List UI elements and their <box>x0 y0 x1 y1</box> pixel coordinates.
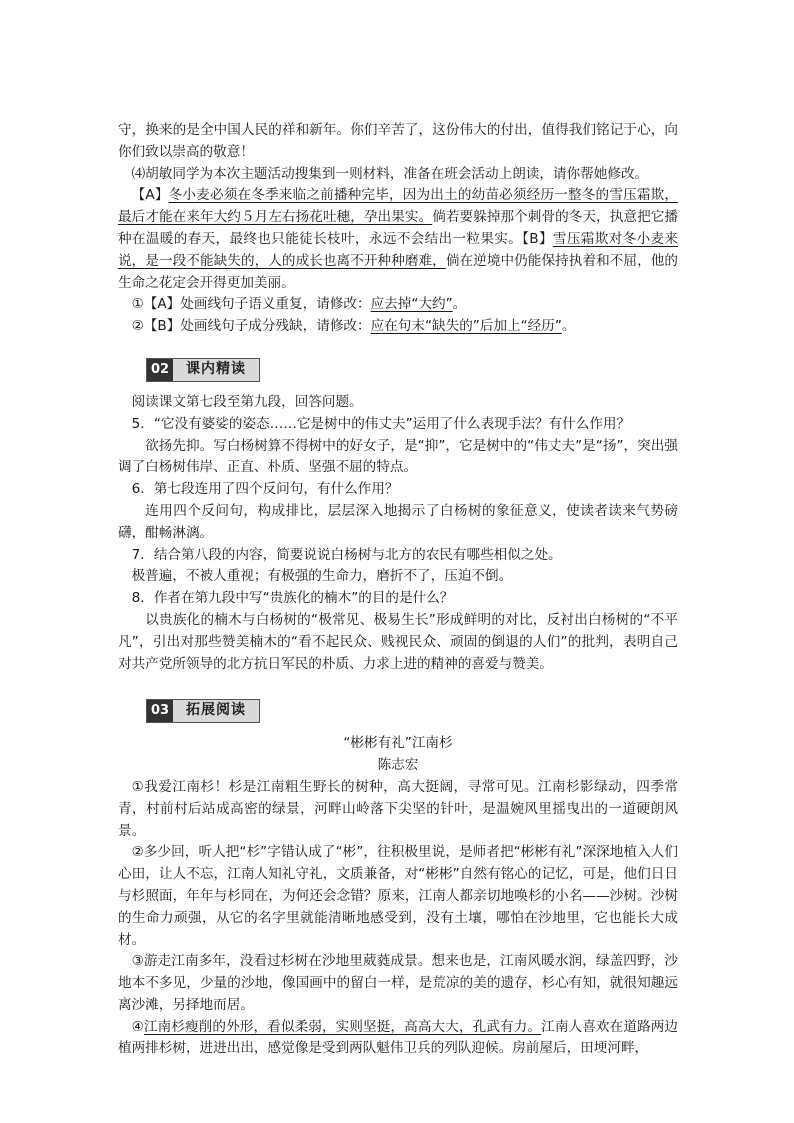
material-text <box>118 185 678 294</box>
article-paragraph-3: ③游走江南多年，没看过杉树在沙地里葳蕤成景。想来也是，江南风暖水润，绿盖四野，沙地本不多见，少量的沙地，像国画中的留白一样，是荒凉的美的遗存，杉心有知，就很知趣远离沙滩，另择地而居。 <box>118 953 678 1013</box>
fix-item-1 <box>118 294 678 316</box>
fix-question-2: ②【B】处画线句子成分残缺，请修改： <box>131 318 371 335</box>
fix-end-2: 。 <box>561 318 576 335</box>
answer-5: 欲扬先抑。写白杨树算不得树中的好女子，是“抑”，它是树中的“伟丈夫”是“扬”，突出强调了白杨树伟岸、正直、朴质、坚强不屈的特点。 <box>118 437 678 476</box>
article-author: 陈志宏 <box>377 757 419 774</box>
marker-b: 【B】 <box>522 230 553 247</box>
material-end: 倘在逆境中仍能保持执着和不屈，他的生命之花定会开得更加美丽。 <box>118 252 678 291</box>
paragraph-rest: 江南人喜欢在道路两边植两排杉树，进进出出，感觉像是受到两队魁伟卫兵的列队迎候。房前屋后，田埂河畔， <box>118 1018 679 1057</box>
material-middle: 倘若要躲掉那个刺骨的冬天，执意把它播种在温暖的春天，最终也只能徒长枝叶，永远不会结出一粒果实。 <box>118 209 679 247</box>
fix-end-1: 。 <box>452 296 467 313</box>
question-6: 6．第七段连用了四个反问句，有什么作用？ <box>131 481 399 498</box>
marker-a: 【A】 <box>131 187 169 204</box>
section-heading-02 <box>146 358 260 382</box>
article-title: “彬彬有礼”江南杉 <box>343 735 453 752</box>
underlined-sentence: 江南杉瘦削的外形，看似柔弱，实则坚挺，高高大大，孔武有力。 <box>143 1018 542 1035</box>
fix-answer-1: 应去掉“大约” <box>370 296 453 313</box>
paragraph-number: ④ <box>131 1018 144 1035</box>
answer-6: 连用四个反问句，构成排比，层层深入地揭示了白杨树的象征意义，使读者读来气势磅礴，酣畅淋漓。 <box>118 502 678 541</box>
question-7: 7．结合第八段的内容，简要说说白杨树与北方的农民有哪些相似之处。 <box>131 546 562 563</box>
section-number: 03 <box>147 700 173 722</box>
fix-answer-2: 应在句末“缺失的”后加上“经历” <box>370 318 562 335</box>
section-intro: 阅读课文第七段至第九段，回答问题。 <box>131 393 363 410</box>
question-8: 8．作者在第九段中写“贵族化的楠木”的目的是什么？ <box>131 590 454 607</box>
article-paragraph-4 <box>118 1017 678 1061</box>
fix-item-2 <box>118 316 678 338</box>
question-5: 5．“它没有婆娑的姿态……它是树中的伟丈夫”运用了什么表现手法？有什么作用？ <box>131 415 631 432</box>
section-title: 课内精读 <box>173 359 259 381</box>
underlined-sentence-a: 冬小麦必须在冬季来临之前播种完毕，因为出土的幼苗必须经历一整冬的雪压霜欺，最后才能在来年大约５月左右扬花吐穗，孕出果实。 <box>118 187 678 226</box>
underlined-sentence-b: 雪压霜欺对冬小麦来说，是一段不能缺失的，人的成长也离不开种种磨难， <box>118 230 679 269</box>
section-title: 拓展阅读 <box>173 700 259 722</box>
paragraph-continued: 守，换来的是全中国人民的祥和新年。你们辛苦了，这份伟大的付出，值得我们铭记于心，向你们致以崇高的敬意！ <box>118 122 678 160</box>
question-4: ⑷胡敏同学为本次主题活动搜集到一则材料，准备在班会活动上朗读，请你帮她修改。 <box>131 165 649 182</box>
section-number: 02 <box>147 359 173 381</box>
section-heading-03 <box>146 699 260 723</box>
article-paragraph-1: ①我爱江南杉！杉是江南粗生野长的树种，高大挺阔，寻常可见。江南杉影绿动，四季常青，村前村后站成高密的绿景，河畔山岭落下尖坚的针叶，是温婉风里摇曳出的一道硬朗风景。 <box>118 778 678 839</box>
article-paragraph-2: ②多少回，听人把“杉”字错认成了“彬”，往积极里说，是师者把“彬彬有礼”深深地植入人们心田，让人不忘，江南人知礼守礼，文质兼备，对“彬彬”自然有铭心的记忆，可是，他们日日与杉照面，年年与杉同在，为何还会念错？原来，江南人都亲切地唤杉的小名——沙树。沙树的生命力顽强，从它的名字里就能清晰地感受到，没有土壤，哪怕在沙地里，它也能长大成材。 <box>118 844 678 948</box>
fix-question-1: ①【A】处画线句子语义重复，请修改： <box>131 296 371 313</box>
answer-7: 极普遍，不被人重视；有极强的生命力，磨折不了，压迫不倒。 <box>131 568 513 585</box>
document-page <box>118 120 678 1060</box>
answer-8: 以贵族化的楠木与白杨树的“极常见、极易生长”形成鲜明的对比，反衬出白杨树的“不平凡”，引出对那些赞美楠木的“看不起民众、贱视民众、顽固的倒退的人们”的批判，表明自己对共产党所领导的北方抗日军民的朴质、力求上进的精神的喜爱与赞美。 <box>118 611 678 672</box>
